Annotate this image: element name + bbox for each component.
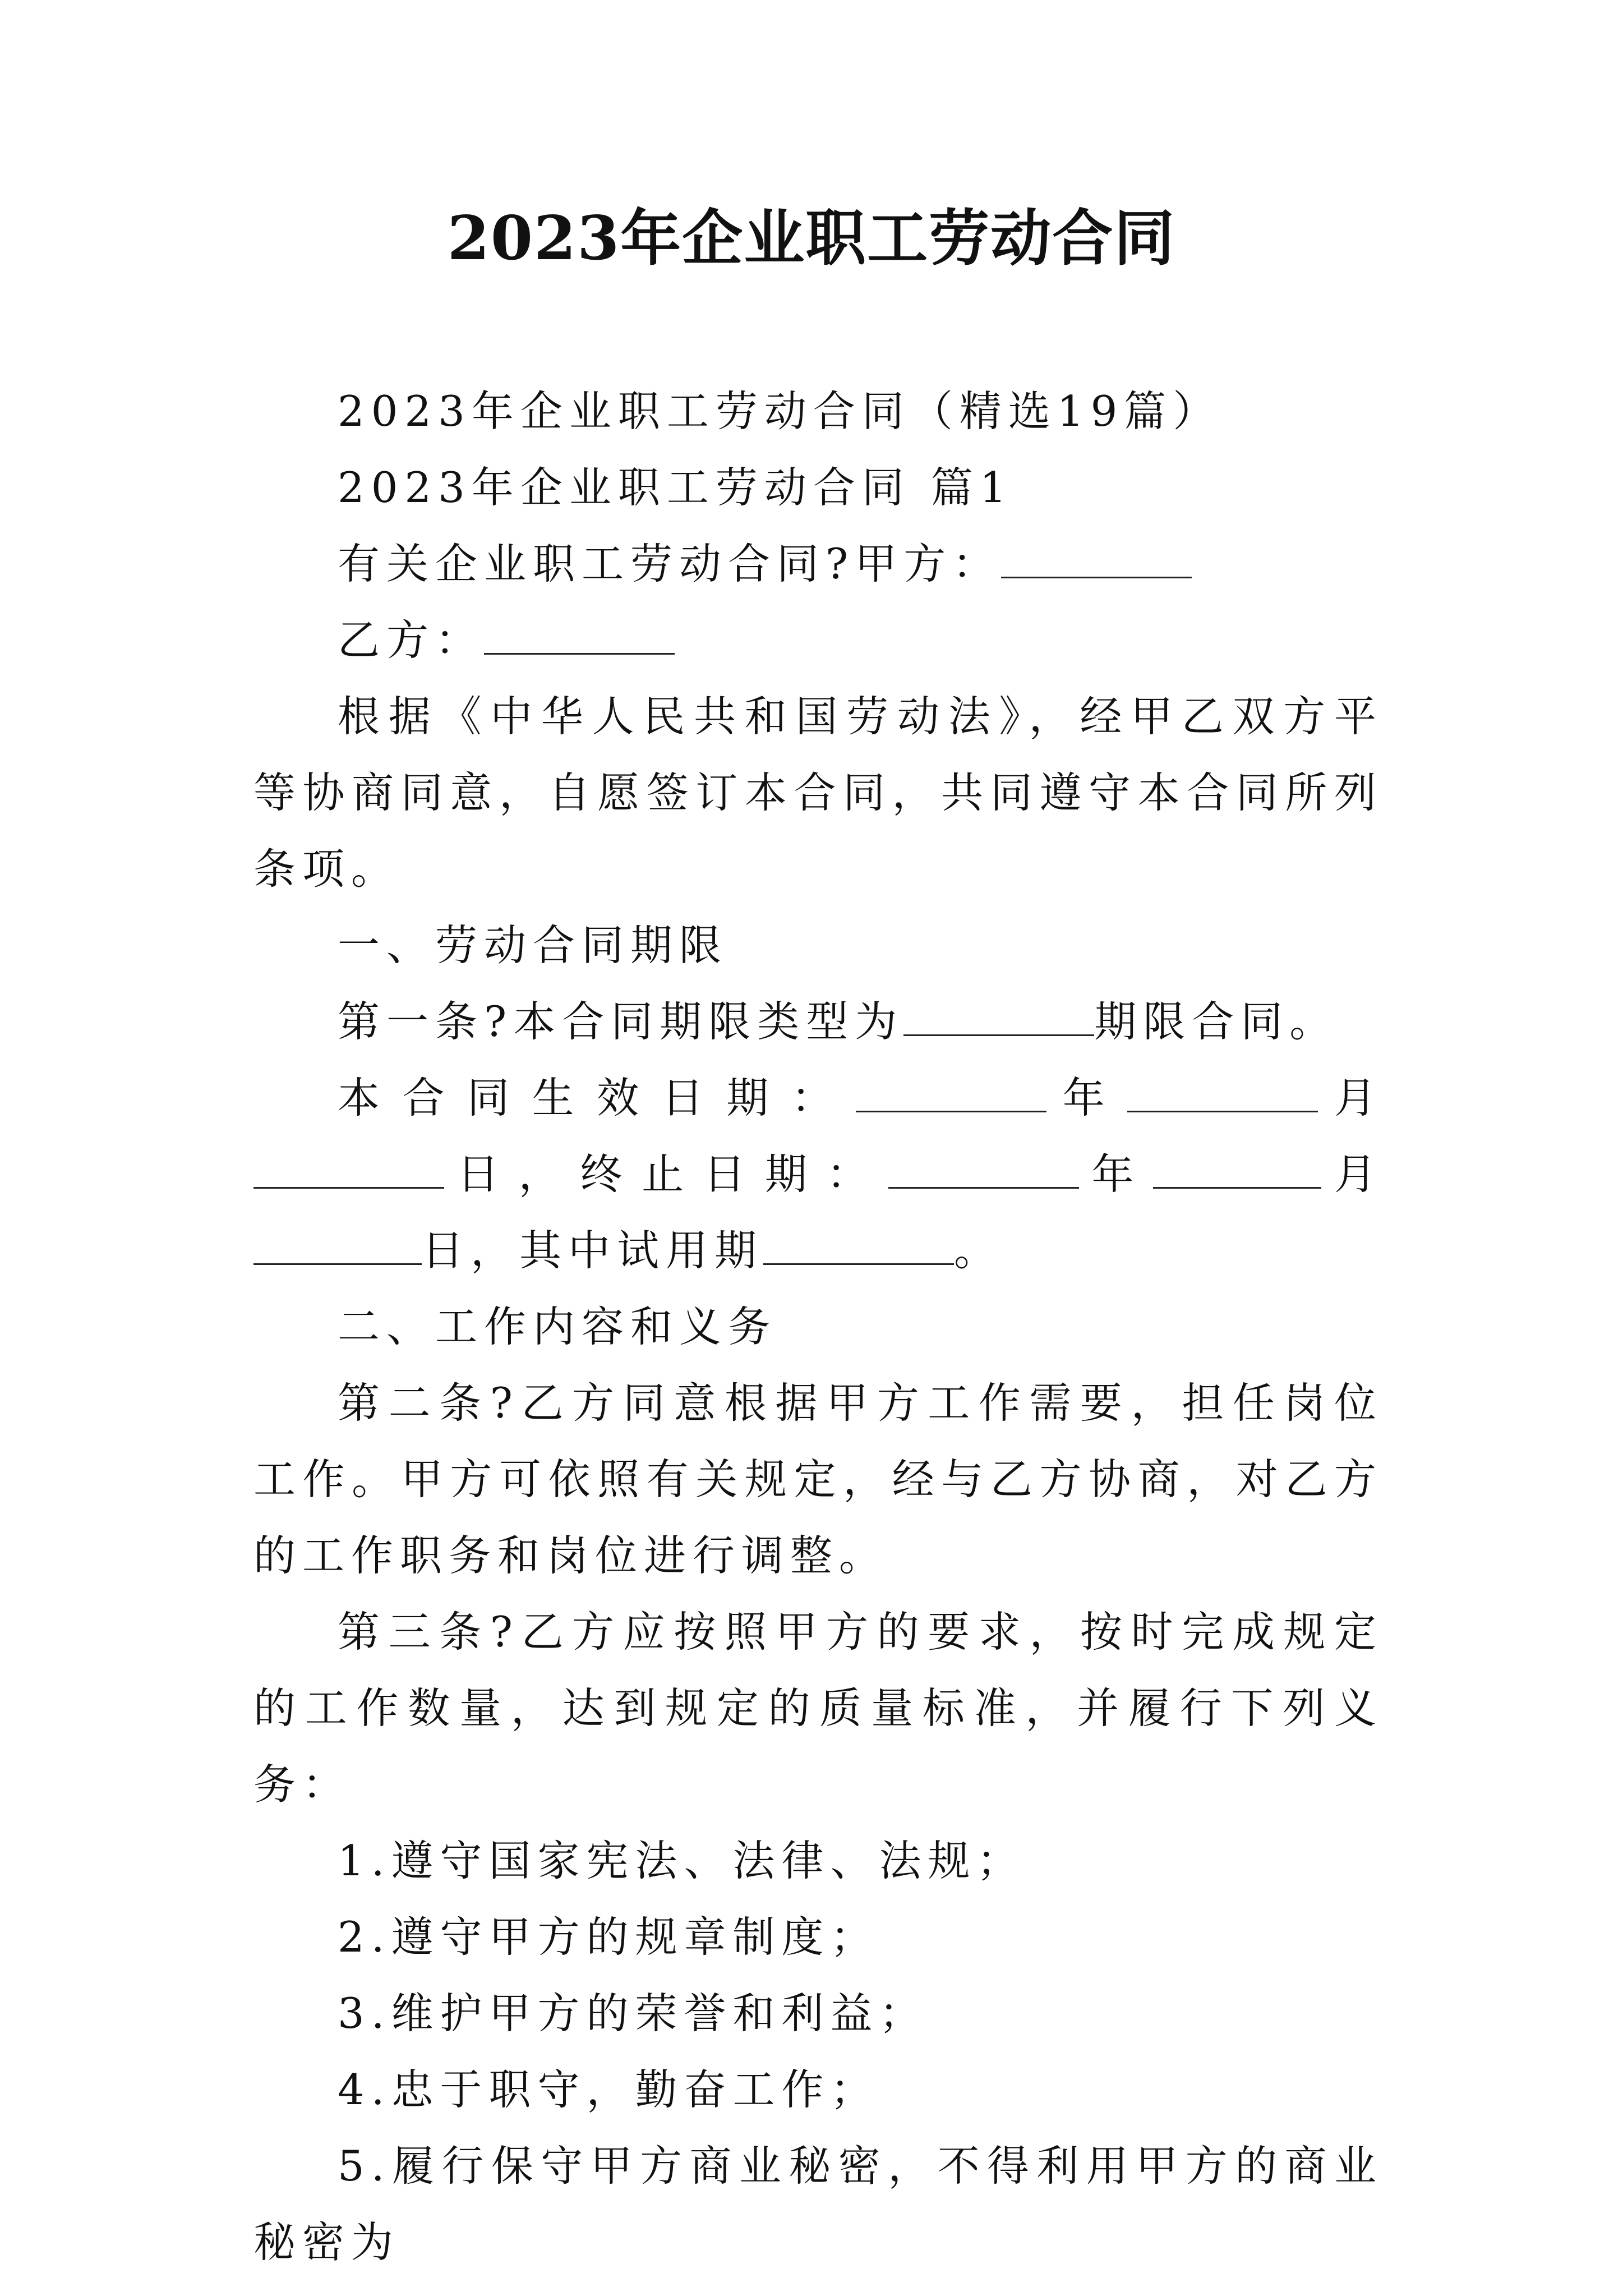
duty-item-2: 2.遵守甲方的规章制度； bbox=[338, 1912, 879, 1962]
document-title: 2023年企业职工劳动合同 bbox=[447, 203, 1176, 274]
article-3: 第三条?乙方应按照甲方的要求，按时完成规定的工作数量，达到规定的质量标准，并履行下列义务： bbox=[253, 1607, 1383, 1809]
intro-paragraph: 根据《中华人民共和国劳动法》，经甲乙双方平等协商同意，自愿签订本合同，共同遵守本合同所列条项。 bbox=[253, 692, 1383, 894]
party-b-label: 乙方： bbox=[338, 615, 485, 665]
section-1-heading: 一、劳动合同期限 bbox=[338, 921, 728, 970]
document-body bbox=[253, 373, 1383, 2280]
party-a-line bbox=[253, 526, 1383, 602]
year-label: 年 bbox=[1078, 1149, 1154, 1199]
contract-type-blank[interactable] bbox=[903, 995, 1094, 1036]
article-1-post: 期限合同。 bbox=[1094, 997, 1339, 1046]
date-paragraph bbox=[253, 1060, 1383, 1289]
party-a-label: 有关企业职工劳动合同?甲方： bbox=[338, 539, 1002, 588]
start-month-blank[interactable] bbox=[1127, 1071, 1318, 1112]
party-b-line bbox=[253, 602, 1383, 678]
start-year-blank[interactable] bbox=[856, 1071, 1046, 1112]
party-b-blank[interactable] bbox=[484, 614, 675, 655]
month-label: 月 bbox=[1318, 1073, 1383, 1122]
end-year-blank[interactable] bbox=[888, 1148, 1079, 1189]
probation-label: 日，其中试用期 bbox=[422, 1226, 764, 1275]
end-month-blank[interactable] bbox=[1153, 1148, 1321, 1189]
article-1-pre: 第一条?本合同期限类型为 bbox=[338, 997, 904, 1046]
duty-item-5: 5.履行保守甲方商业秘密，不得利用甲方的商业秘密为 bbox=[253, 2141, 1383, 2267]
section-heading: 2023年企业职工劳动合同 篇1 bbox=[338, 463, 1013, 512]
section-2-heading: 二、工作内容和义务 bbox=[338, 1302, 777, 1351]
date-label: 本合同生效日期： bbox=[338, 1073, 856, 1122]
probation-blank[interactable] bbox=[763, 1224, 954, 1265]
article-1 bbox=[253, 983, 1383, 1060]
year-label: 年 bbox=[1046, 1073, 1128, 1122]
end-date-label: 日，终止日期： bbox=[444, 1149, 888, 1199]
article-2: 第二条?乙方同意根据甲方工作需要，担任岗位工作。甲方可依照有关规定，经与乙方协商，对乙方的工作职务和岗位进行调整。 bbox=[253, 1378, 1383, 1580]
duty-item-4: 4.忠于职守，勤奋工作； bbox=[338, 2065, 879, 2114]
period-end: 。 bbox=[954, 1226, 1003, 1275]
start-day-blank[interactable] bbox=[253, 1148, 444, 1189]
month-label: 月 bbox=[1321, 1149, 1383, 1199]
duty-item-3: 3.维护甲方的荣誉和利益； bbox=[338, 1989, 928, 2038]
subtitle: 2023年企业职工劳动合同（精选19篇） bbox=[338, 386, 1222, 436]
party-a-blank[interactable] bbox=[1001, 537, 1192, 578]
end-day-blank[interactable] bbox=[253, 1224, 422, 1265]
duty-item-1: 1.遵守国家宪法、法律、法规； bbox=[338, 1836, 1026, 1885]
